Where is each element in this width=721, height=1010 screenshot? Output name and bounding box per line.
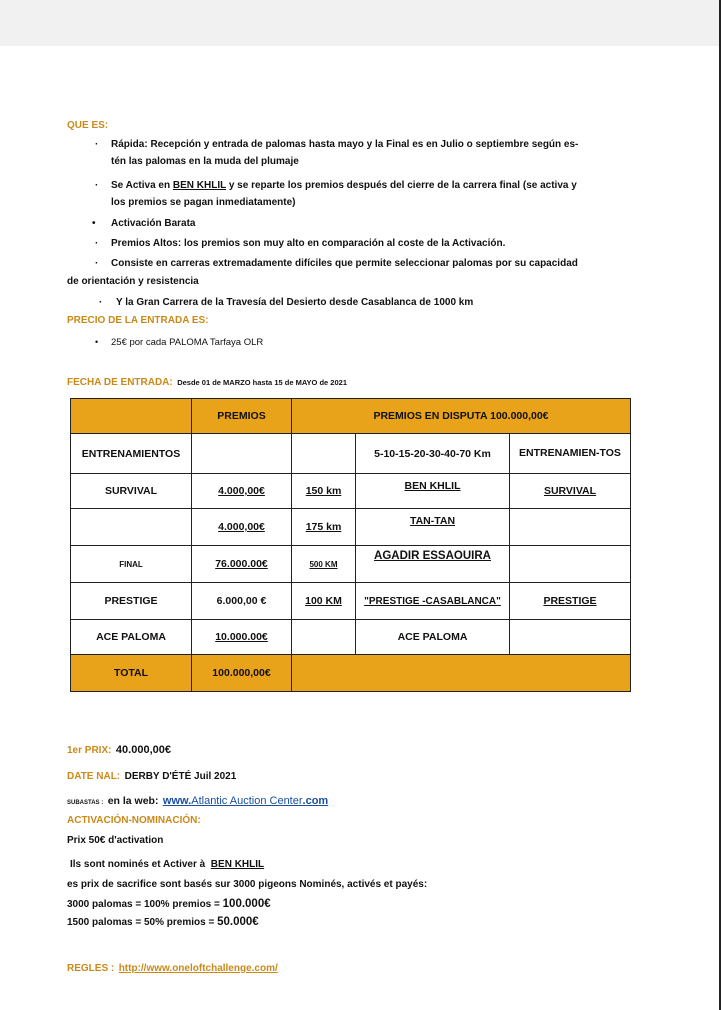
table-cell bbox=[510, 546, 631, 583]
regles-label: REGLES : bbox=[67, 963, 115, 974]
table-cell: ACE PALOMA bbox=[71, 620, 192, 655]
bullet-text: Premios Altos: los premios son muy alto en comparación al coste de la Activación. bbox=[111, 238, 506, 249]
table-cell bbox=[292, 434, 356, 474]
table-cell: SURVIVAL bbox=[71, 474, 192, 509]
subastas-label: SUBASTAS : bbox=[67, 800, 104, 806]
que-es-heading: QUE ES: bbox=[67, 120, 109, 131]
table-cell bbox=[192, 434, 292, 474]
table-cell bbox=[510, 620, 631, 655]
table-cell: 6.000,00 € bbox=[192, 583, 292, 620]
table-cell: PRESTIGE bbox=[71, 583, 192, 620]
table-cell: FINAL bbox=[71, 546, 192, 583]
table-row bbox=[71, 620, 631, 655]
subastas-line bbox=[67, 791, 328, 809]
prize-table bbox=[70, 398, 631, 692]
table-cell: BEN KHLIL bbox=[356, 474, 510, 509]
table-cell: 150 km bbox=[292, 474, 356, 509]
table-cell: 4.000,00€ bbox=[192, 474, 292, 509]
bullet-marker: · bbox=[95, 139, 99, 150]
table-row bbox=[71, 434, 631, 474]
table-cell: ENTRENAMIEN-TOS bbox=[510, 434, 631, 474]
table-cell: ACE PALOMA bbox=[356, 620, 510, 655]
date-nal-value: DERBY D'ÉTÉ Juil 2021 bbox=[124, 771, 237, 782]
subastas-pre: en la web: bbox=[107, 795, 159, 807]
bullet-text: Y la Gran Carrera de la Travesía del Desierto desde Casablanca de 1000 km bbox=[116, 297, 474, 308]
table-cell: 175 km bbox=[292, 509, 356, 546]
top-bar bbox=[0, 0, 721, 46]
bullet-marker: · bbox=[95, 238, 99, 249]
table-header-premios: PREMIOS bbox=[192, 399, 292, 434]
table-total-value: 100.000,00€ bbox=[192, 655, 292, 692]
table-cell: 5-10-15-20-30-40-70 Km bbox=[356, 434, 510, 474]
table-cell: 76.000.00€ bbox=[192, 546, 292, 583]
table-cell: SURVIVAL bbox=[510, 474, 631, 509]
prix-label: 1er PRIX: bbox=[67, 745, 112, 756]
table-cell: 4.000,00€ bbox=[192, 509, 292, 546]
precio-heading: PRECIO DE LA ENTRADA ES: bbox=[67, 315, 209, 326]
precio-item: 25€ por cada PALOMA Tarfaya OLR bbox=[111, 337, 264, 348]
table-total-label: TOTAL bbox=[71, 655, 192, 692]
table-cell bbox=[71, 509, 192, 546]
bullet-text: tén las palomas en la muda del plumaje bbox=[111, 156, 299, 167]
table-row bbox=[71, 509, 631, 546]
regles-link[interactable]: http://www.oneloftchallenge.com/ bbox=[118, 963, 278, 974]
activacion-sacrifice: es prix de sacrifice sont basés sur 3000 pigeons Nominés, activés et payés: bbox=[67, 879, 428, 890]
fecha-value: Desde 01 de MARZO hasta 15 de MAYO de 2021 bbox=[177, 378, 347, 387]
bullet-text: Se Activa en BEN KHLIL y se reparte los premios después del cierre de la carrera final (se activa y bbox=[111, 180, 577, 191]
table-cell: "PRESTIGE -CASABLANCA" bbox=[356, 583, 510, 620]
fecha-label: FECHA DE ENTRADA: bbox=[67, 377, 173, 388]
bullet-marker: • bbox=[92, 218, 96, 229]
activacion-nomines: Ils sont nominés et Activer à BEN KHLIL bbox=[70, 859, 265, 870]
table-cell: AGADIR ESSAOUIRA bbox=[356, 546, 510, 583]
table-cell: TAN-TAN bbox=[356, 509, 510, 546]
date-nal-label: DATE NAL: bbox=[67, 771, 121, 782]
table-cell: 10.000.00€ bbox=[192, 620, 292, 655]
bullet-marker: · bbox=[95, 258, 99, 269]
prix-value: 40.000,00€ bbox=[115, 744, 171, 756]
table-cell: PRESTIGE bbox=[510, 583, 631, 620]
table-row bbox=[71, 474, 631, 509]
fecha-line bbox=[67, 372, 347, 390]
prix-line bbox=[67, 740, 171, 758]
table-header-disputa: PREMIOS EN DISPUTA 100.000,00€ bbox=[292, 399, 631, 434]
table-total-row bbox=[71, 655, 631, 692]
date-nal-line bbox=[67, 766, 236, 784]
table-cell bbox=[71, 399, 192, 434]
activacion-line2: 1500 palomas = 50% premios = 50.000€ bbox=[67, 916, 259, 928]
bullet-text: Consiste en carreras extremadamente difíciles que permite seleccionar palomas por su capacidad bbox=[111, 258, 578, 269]
atlantic-auction-link[interactable]: www.Atlantic Auction Center.com bbox=[162, 795, 329, 807]
ben-khlil-link[interactable]: BEN KHLIL bbox=[210, 859, 265, 870]
activacion-line1: 3000 palomas = 100% premios = 100.000€ bbox=[67, 898, 271, 910]
table-cell: ENTRENAMIENTOS bbox=[71, 434, 192, 474]
activacion-heading: ACTIVACIÓN-NOMINACIÓN: bbox=[67, 815, 201, 826]
bullet-marker: · bbox=[99, 297, 103, 308]
table-row bbox=[71, 583, 631, 620]
table-cell bbox=[292, 620, 356, 655]
table-header-row bbox=[71, 399, 631, 434]
regles-line bbox=[67, 958, 278, 976]
bullet-marker: · bbox=[95, 180, 99, 191]
bullet-text: los premios se pagan inmediatamente) bbox=[111, 197, 296, 208]
precio-marker: • bbox=[95, 337, 99, 347]
table-cell bbox=[292, 655, 631, 692]
table-cell bbox=[510, 509, 631, 546]
ben-khlil-link[interactable]: BEN KHLIL bbox=[172, 180, 227, 191]
table-cell: 500 KM bbox=[292, 546, 356, 583]
activacion-prix: Prix 50€ d'activation bbox=[67, 835, 164, 846]
table-cell: 100 KM bbox=[292, 583, 356, 620]
bullet-text: de orientación y resistencia bbox=[67, 276, 199, 287]
bullet-text: Rápida: Recepción y entrada de palomas hasta mayo y la Final es en Julio o septiembre según es- bbox=[111, 139, 579, 150]
bullet-text: Activación Barata bbox=[111, 218, 196, 229]
table-row bbox=[71, 546, 631, 583]
